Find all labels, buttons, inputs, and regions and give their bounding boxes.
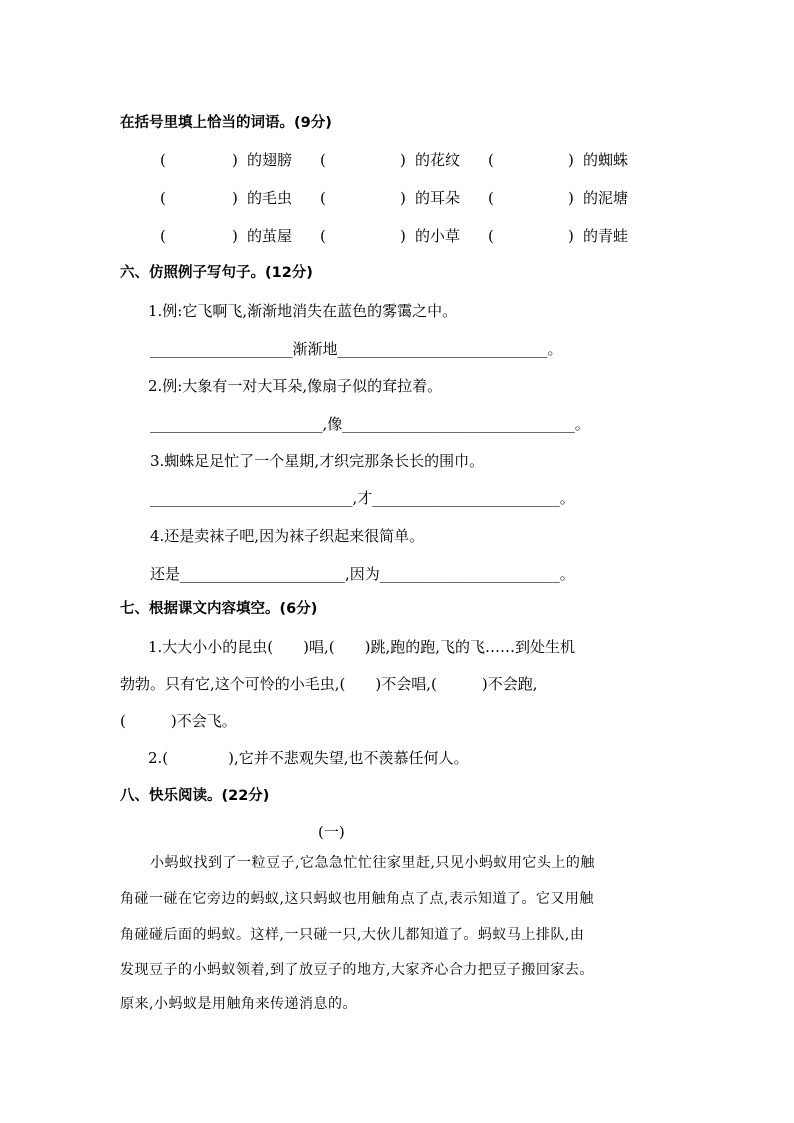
paren-open: ( bbox=[320, 189, 326, 207]
paren-close: ) bbox=[400, 151, 406, 169]
q6-example-3: 3.蜘蛛足足忙了一个星期,才织完那条长长的围巾。 bbox=[150, 452, 485, 470]
fill-suffix: 的茧屋 bbox=[247, 227, 293, 245]
q8-section-label: (一) bbox=[318, 823, 345, 841]
paren-open: ( bbox=[320, 151, 326, 169]
q7-line-3: ( )不会飞。 bbox=[120, 712, 237, 730]
q6-example-1: 1.例:它飞啊飞,渐渐地消失在蓝色的雾霭之中。 bbox=[148, 302, 458, 320]
fill-suffix: 的小草 bbox=[415, 227, 461, 245]
fill-suffix: 的蜘蛛 bbox=[583, 151, 629, 169]
fill-suffix: 的翅膀 bbox=[247, 151, 293, 169]
story-line-5: 原来,小蚂蚁是用触角来传递消息的。 bbox=[120, 996, 357, 1012]
paren-close: ) bbox=[568, 227, 574, 245]
paren-open: ( bbox=[160, 227, 166, 245]
paren-close: ) bbox=[232, 227, 238, 245]
paren-open: ( bbox=[160, 151, 166, 169]
q7-title: 七、根据课文内容填空。(6分) bbox=[120, 601, 318, 617]
paren-open: ( bbox=[488, 189, 494, 207]
fill-suffix: 的毛虫 bbox=[247, 189, 293, 207]
paren-close: ) bbox=[232, 189, 238, 207]
story-line-2: 角碰一碰在它旁边的蚂蚁,这只蚂蚁也用触角点了点,表示知道了。它又用触 bbox=[120, 891, 594, 907]
q5-title: 在括号里填上恰当的词语。(9分) bbox=[120, 115, 332, 131]
paren-open: ( bbox=[320, 227, 326, 245]
story-line-4: 发现豆子的小蚂蚁领着,到了放豆子的地方,大家齐心合力把豆子搬回家去。 bbox=[120, 962, 594, 978]
story-line-1: 小蚂蚁找到了一粒豆子,它急急忙忙往家里赶,只见小蚂蚁用它头上的触 bbox=[150, 855, 595, 871]
paren-close: ) bbox=[232, 151, 238, 169]
paren-close: ) bbox=[400, 189, 406, 207]
q6-title: 六、仿照例子写句子。(12分) bbox=[120, 265, 313, 281]
fill-suffix: 的青蛙 bbox=[583, 227, 629, 245]
q6-blank-1[interactable]: ___________________渐渐地____________________________。 bbox=[150, 340, 563, 358]
q8-title: 八、快乐阅读。(22分) bbox=[120, 788, 270, 804]
paren-open: ( bbox=[488, 151, 494, 169]
paren-close: ) bbox=[568, 189, 574, 207]
q6-example-2: 2.例:大象有一对大耳朵,像扇子似的耷拉着。 bbox=[148, 377, 443, 395]
fill-suffix: 的花纹 bbox=[415, 151, 461, 169]
paren-open: ( bbox=[488, 227, 494, 245]
q6-example-4: 4.还是卖袜子吧,因为袜子织起来很简单。 bbox=[150, 527, 425, 545]
q7-line-2: 勃勃。只有它,这个可怜的小毛虫,( )不会唱,( )不会跑, bbox=[120, 675, 538, 693]
story-line-3: 角碰碰后面的蚂蚁。这样,一只碰一只,大伙儿都知道了。蚂蚁马上排队,由 bbox=[120, 927, 585, 943]
paren-close: ) bbox=[568, 151, 574, 169]
fill-suffix: 的泥塘 bbox=[583, 189, 629, 207]
paren-close: ) bbox=[400, 227, 406, 245]
paren-open: ( bbox=[160, 189, 166, 207]
q6-blank-2[interactable]: _______________________,像_______________________________。 bbox=[150, 415, 590, 433]
q6-blank-4[interactable]: 还是______________________,因为________________________。 bbox=[150, 565, 575, 583]
fill-suffix: 的耳朵 bbox=[415, 189, 461, 207]
q7-line-4: 2.( ),它并不悲观失望,也不羡慕任何人。 bbox=[148, 749, 469, 767]
q6-blank-3[interactable]: ___________________________,才_________________________。 bbox=[150, 489, 575, 507]
q7-line-1: 1.大大小小的昆虫( )唱,( )跳,跑的跑,飞的飞……到处生机 bbox=[148, 638, 576, 656]
